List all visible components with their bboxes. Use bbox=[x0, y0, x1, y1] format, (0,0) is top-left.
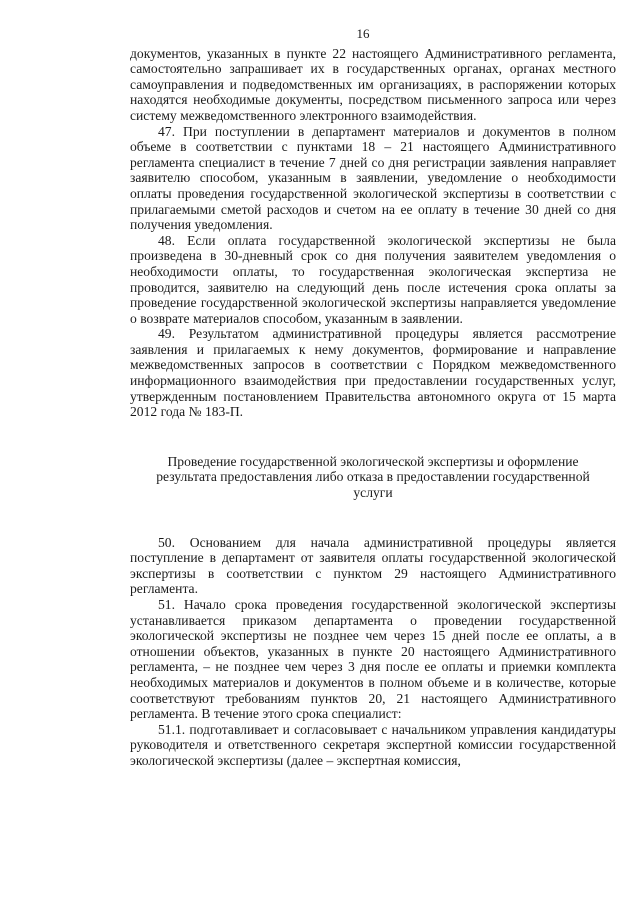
paragraph-47: 47. При поступлении в департамент материалов и документов в полном объеме в соответствии с пунктами 18 – 21 настоящего Административного регламента специалист в течение 7 дней со дня регистрации заявления направляет заявителю способом, указанным в заявлении, уведомление о необходимости оплаты проведения государственной экологической экспертизы в соответствии с прилагаемыми сметой расходов и счетом на ее оплату в течение 30 дней со дня получения уведомления. bbox=[130, 123, 616, 233]
page-number: 16 bbox=[356, 26, 370, 41]
paragraph-51-1: 51.1. подготавливает и согласовывает с начальником управления кандидатуры руководителя и ответственного секретаря экспертной комиссии государственной экологической экспертизы (далее – экспертная комиссия, bbox=[130, 721, 616, 768]
paragraph-48: 48. Если оплата государственной экологической экспертизы не была произведена в 30-дневный срок со дня получения заявителем уведомления о необходимости оплаты, то государственная экологическая экспертиза не проводится, заявителю на следующий день после истечения срока оплаты за проведение государственной экологической экспертизы направляется уведомление о возврате материалов способом, указанным в заявлении. bbox=[130, 232, 616, 326]
spacer bbox=[130, 501, 616, 535]
paragraph-49: 49. Результатом административной процедуры является рассмотрение заявления и прилагаемых к нему документов, формирование и направление межведомственных запросов в соответствии с Порядком межведомственного информационного взаимодействия при предоставлении государственных услуг, утвержденным постановлением Правительства автономного округа от 15 марта 2012 года № 183-П. bbox=[130, 326, 616, 420]
section-heading: Проведение государственной экологической экспертизы и оформление результата предоставления либо отказа в предоставлении государственной услуги bbox=[156, 453, 590, 501]
paragraph-51: 51. Начало срока проведения государственной экологической экспертизы устанавливается приказом департамента о проведении государственной экологической экспертизы не позднее чем через 15 дней после ее оплаты, а в отношении объектов, указанных в пункте 20 настоящего Административного регламента, – не позднее чем через 3 дня после ее оплаты и приемки комплекта необходимых материалов и документов в полном объеме и в количестве, которые соответствуют требованиям пунктов 20, 21 настоящего Административного регламента. В течение этого срока специалист: bbox=[130, 597, 616, 722]
spacer bbox=[130, 420, 616, 454]
paragraph-50: 50. Основанием для начала административной процедуры является поступление в департамент от заявителя оплаты государственной экологической экспертизы в соответствии с пунктом 29 настоящего Административного регламента. bbox=[130, 534, 616, 597]
paragraph-continuation: документов, указанных в пункте 22 настоящего Административного регламента, самостоятельно запрашивает их в государственных органах, органах местного самоуправления и подведомственных им организациях, в распоряжении которых находятся необходимые документы, посредством письменного запроса или через систему межведомственного электронного взаимодействия. bbox=[130, 45, 616, 123]
